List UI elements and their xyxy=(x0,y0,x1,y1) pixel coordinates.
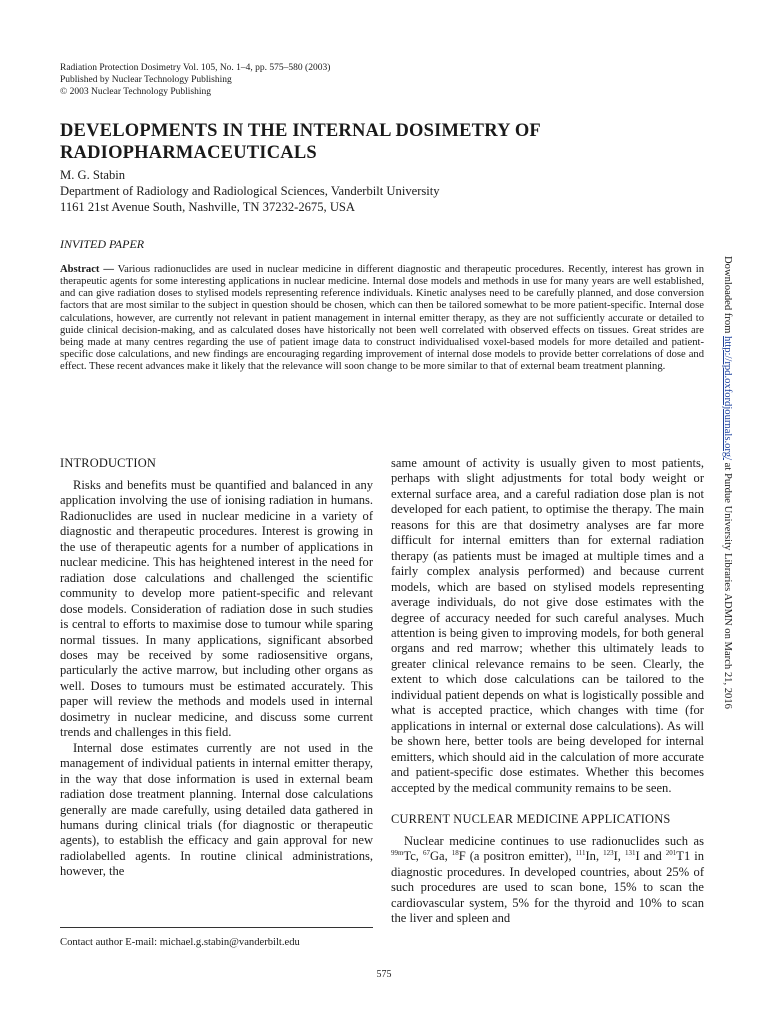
publisher-line: Published by Nuclear Technology Publishing xyxy=(60,75,232,85)
applications-text: T1 in diagnostic procedures. In developed countries, about 25% of such procedures are used to scan bone, 15% to scan the cardiovascular system, 5% for the thyroid and 10% to scan the liver and spleen and xyxy=(391,849,704,926)
section-heading-introduction: INTRODUCTION xyxy=(60,456,157,470)
copyright-line: © 2003 Nuclear Technology Publishing xyxy=(60,87,211,97)
paper-title: DEVELOPMENTS IN THE INTERNAL DOSIMETRY OF RADIOPHARMACEUTICALS xyxy=(60,121,541,163)
journal-link[interactable]: http://rpd.oxfordjournals.org/ xyxy=(722,336,733,461)
applications-text: F (a positron emitter), xyxy=(458,849,576,864)
download-notice-suffix: at Purdue University Libraries ADMN on March 21, 2016 xyxy=(722,460,733,709)
section-heading-applications: CURRENT NUCLEAR MEDICINE APPLICATIONS xyxy=(391,811,671,826)
intro-paragraph-1: Risks and benefits must be quantified and balanced in any application involving the use of ionising radiation in humans. Radionuclides are used in nuclear medicine in a variety of diagnostic and therapeutic procedures. Interest is growing in the use of therapeutic agents for a number of applications in nuclear medicine. This has heightened interest in the need for radiation dose calculations and challenged the scientific community to develop more patient-specific and relevant dose models. Consideration of radiation dose in such studies is central to efforts to maximise dose to tumour while sparing normal tissues. In many applications, significant absorbed doses may be received by some radiosensitive organs, particularly the active marrow, but including other organs as well. Doses to tumours must be estimated accurately. This paper will review the methods and models used in internal dosimetry in nuclear medicine, and discuss some current trends and challenges in this field. xyxy=(60,478,373,740)
right-column xyxy=(391,456,704,927)
mass-number: 201 xyxy=(665,849,677,858)
mass-number: 67 xyxy=(422,849,430,858)
mass-number: 123 xyxy=(603,849,614,858)
paper-type: INVITED PAPER xyxy=(60,237,145,251)
left-column xyxy=(60,456,373,880)
author-block xyxy=(60,167,440,215)
applications-text: Nuclear medicine continues to use radionuclides such as xyxy=(404,833,704,848)
author-affiliation: Department of Radiology and Radiological Sciences, Vanderbilt University xyxy=(60,184,440,198)
applications-text: Ga, xyxy=(429,849,452,864)
abstract-text: Various radionuclides are used in nuclear medicine in different diagnostic and therapeutic procedures. Recently, interest has grown in therapeutic agents for some interesting applications in nuclear medicine. Internal dose models and methods in use for many years are well established, and can give radiation doses to stylised models representing reference individuals. Kinetic analyses need to be carefully planned, and dose conversion factors that are most similar to the subject in question should be chosen, which can then be tailored somewhat to be more patient-specific. Internal dose calculations, however, are currently not relevant in patient management in internal emitter therapy, as they are not sufficiently accurate or detailed to guide clinical decision-making, and as calculated doses have historically not been well correlated with observed effects on tissues. Great strides are being made at many centres regarding the use of patient image data to construct individualised voxel-based models for more detailed and patient-specific dose calculations, and new findings are encouraging regarding improvement of internal dose models to provide better correlations of dose and effect. These recent advances make it likely that the relevance will soon change to be more similar to that of external beam treatment planning. xyxy=(60,264,704,373)
abstract xyxy=(60,264,704,373)
journal-citation: Radiation Protection Dosimetry Vol. 105, No. 1–4, pp. 575–580 (2003) xyxy=(60,63,331,73)
footnote-rule xyxy=(60,927,373,928)
applications-text: Tc, xyxy=(403,849,423,864)
intro-paragraph-2: Internal dose estimates currently are not used in the management of individual patients in internal emitter therapy, in the way that dose information is used in external beam radiation dose treatment planning. Internal dose calculations generally are made carefully, using detailed data gathered in humans during clinical trials (for diagnostic or therapeutic agents), to establish the efficacy and gain approval for new radiolabelled agents. In routine clinical administrations, however, the xyxy=(60,740,373,879)
contact-footnote: Contact author E-mail: michael.g.stabin@vanderbilt.edu xyxy=(60,937,300,948)
intro-paragraph-continued: same amount of activity is usually given to most patients, perhaps with slight adjustments for total body weight or external surface area, and a careful radiation dose plan is not developed for each patient, to optimise the therapy. The main reasons for this are that dosimetry analyses are far more difficult for internal emitters than for external radiation therapy (as patients must be imaged at multiple times and a fairly complex analysis performed) and because current models, which are based on stylised models representing average individuals, do not give dose estimates with the degree of accuracy needed for such careful analyses. Much attention is being given to improving models, for both general organs and red marrow; whether this ultimately leads to greater clinical relevance remains to be seen. Clearly, the extent to which dose calculations can be tailored to the individual patient depends on what is logistically possible and what is accepted practice, which changes with time (for applications in internal or external dose calculations). As will be shown here, better tools are being developed for internal emitters, which should aid in the calculation of more accurate and patient-specific dose estimates. Whether this becomes accepted by the medical community remains to be seen. xyxy=(391,456,704,795)
author-address: 1161 21st Avenue South, Nashville, TN 37232-2675, USA xyxy=(60,200,356,214)
download-notice xyxy=(718,256,736,796)
applications-text: In, xyxy=(585,849,604,864)
mass-number: 131 xyxy=(624,849,636,858)
journal-masthead xyxy=(60,62,330,98)
download-notice-prefix: Downloaded from xyxy=(722,256,733,337)
mass-number: 111 xyxy=(575,849,586,858)
abstract-label: Abstract — xyxy=(60,264,114,275)
applications-paragraph-1 xyxy=(391,834,704,927)
author-name: M. G. Stabin xyxy=(60,168,126,182)
applications-text: I, xyxy=(613,849,625,864)
mass-number: 18 xyxy=(451,849,459,858)
applications-text: I and xyxy=(635,849,666,864)
mass-number: 99m xyxy=(391,849,404,858)
page-number: 575 xyxy=(376,969,392,980)
